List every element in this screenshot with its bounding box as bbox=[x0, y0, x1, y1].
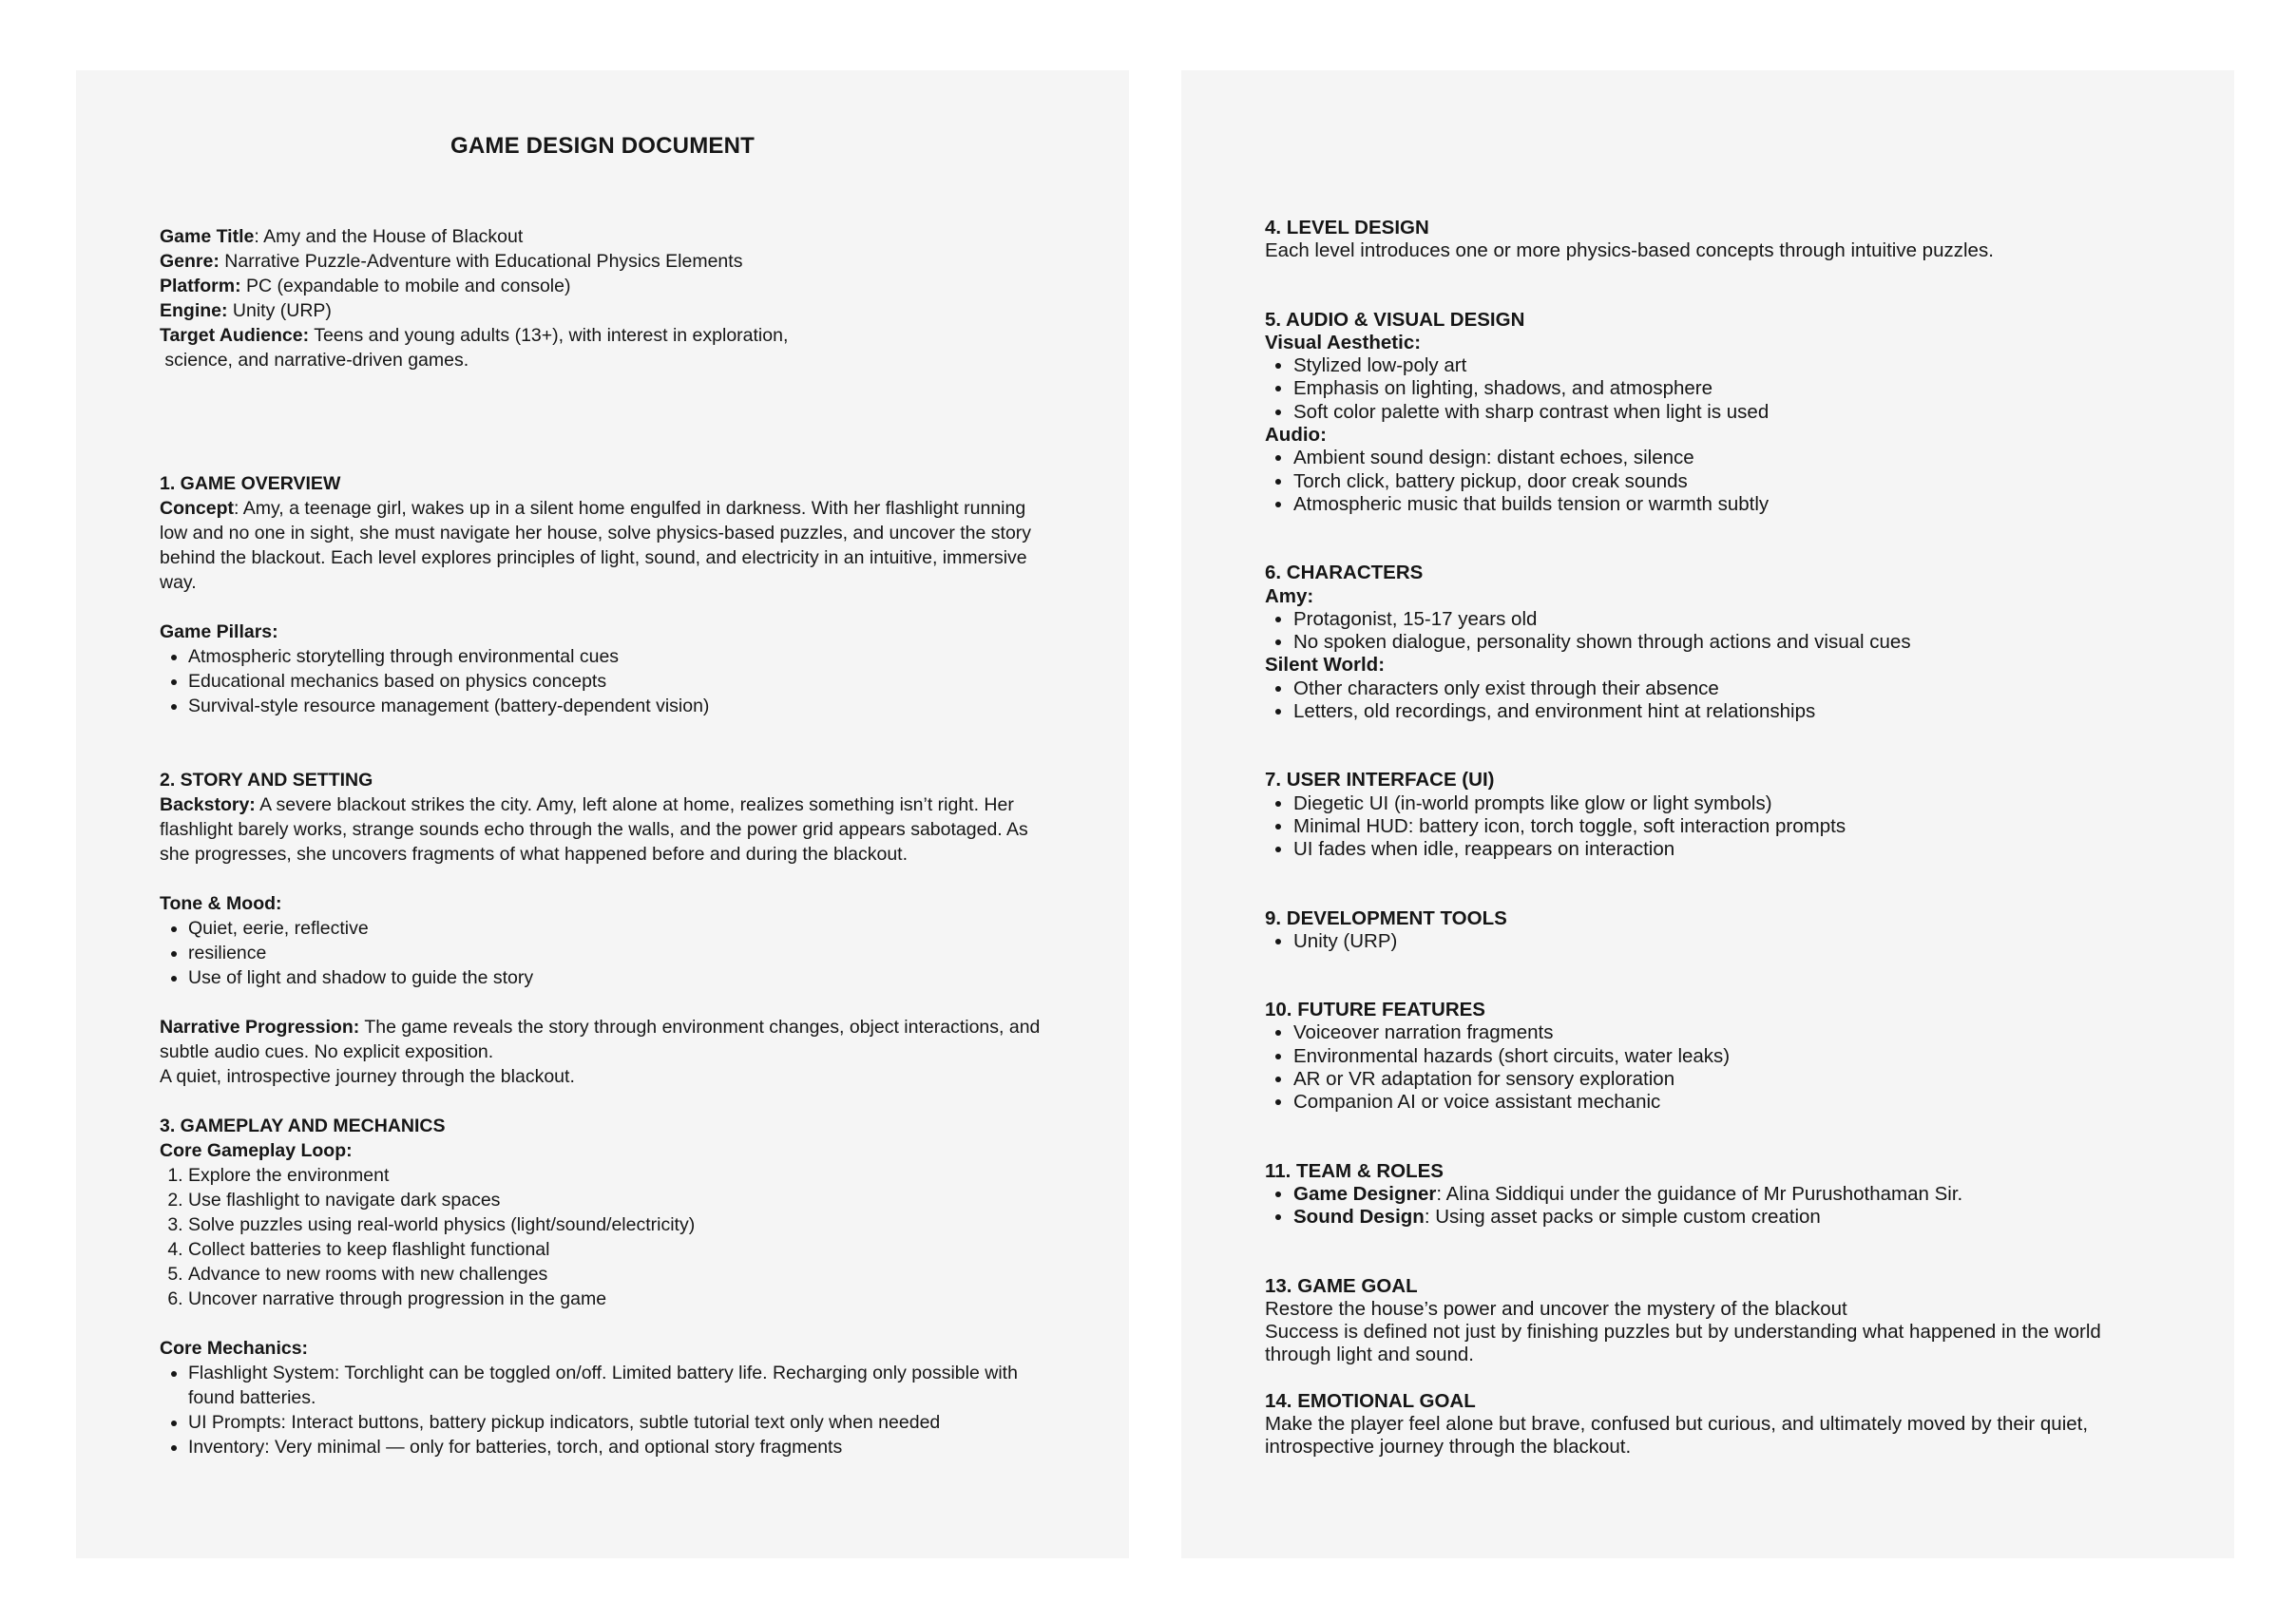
section-heading: 3. GAMEPLAY AND MECHANICS bbox=[160, 1116, 446, 1136]
list-item: 5. Advance to new rooms with new challenges bbox=[188, 1262, 1045, 1287]
list-item: • Companion AI or voice assistant mechanic bbox=[1293, 1091, 2158, 1114]
section-heading: 13. GAME GOAL bbox=[1265, 1274, 1418, 1297]
audio-label: Audio: bbox=[1265, 424, 1327, 447]
list-item: • Game Designer: Alina Siddiqui under the guidance of Mr Purushothaman Sir. bbox=[1293, 1183, 2158, 1206]
section-story-setting bbox=[160, 768, 1045, 1089]
amy-label: Amy: bbox=[1265, 584, 1314, 607]
narrative-paragraph: Narrative Progression: The game reveals the story through environment changes, object interactions, and subtle audio cues. No explicit exposition. bbox=[160, 1017, 1041, 1062]
list-item: 6. Uncover narrative through progression in the game bbox=[188, 1287, 1045, 1311]
list-item: • Atmospheric music that builds tension or warmth subtly bbox=[1293, 493, 2158, 516]
tools-list bbox=[1265, 930, 2158, 953]
loop-label: Core Gameplay Loop: bbox=[160, 1140, 353, 1161]
meta-target-audience: Target Audience: Teens and young adults (13+), with interest in exploration, bbox=[160, 325, 789, 346]
list-item: • Letters, old recordings, and environment hint at relationships bbox=[1293, 700, 2158, 723]
list-item: • UI Prompts: Interact buttons, battery pickup indicators, subtle tutorial text only when needed bbox=[188, 1410, 1045, 1435]
list-item: • Educational mechanics based on physics concepts bbox=[188, 669, 1045, 694]
meta-target-audience-cont: science, and narrative-driven games. bbox=[160, 350, 469, 371]
section-heading: 14. EMOTIONAL GOAL bbox=[1265, 1389, 1476, 1412]
visual-label: Visual Aesthetic: bbox=[1265, 331, 1422, 353]
list-item: • Torch click, battery pickup, door creak sounds bbox=[1293, 470, 2158, 493]
document-title: GAME DESIGN DOCUMENT bbox=[450, 133, 755, 159]
list-item: • Stylized low-poly art bbox=[1293, 354, 2158, 377]
list-item: • Emphasis on lighting, shadows, and atmosphere bbox=[1293, 377, 2158, 400]
meta-platform: Platform: PC (expandable to mobile and console) bbox=[160, 276, 571, 296]
pillars-label: Game Pillars: bbox=[160, 621, 278, 642]
section-heading: 2. STORY AND SETTING bbox=[160, 770, 373, 791]
section-future-features bbox=[1265, 999, 2158, 1114]
list-item: • Ambient sound design: distant echoes, silence bbox=[1293, 447, 2158, 469]
section-heading: 5. AUDIO & VISUAL DESIGN bbox=[1265, 308, 1525, 331]
loop-list bbox=[160, 1163, 1045, 1311]
list-item: • Quiet, eerie, reflective bbox=[188, 916, 1045, 941]
game-metadata bbox=[160, 224, 1045, 372]
list-item: • Environmental hazards (short circuits, water leaks) bbox=[1293, 1045, 2158, 1068]
meta-engine: Engine: Unity (URP) bbox=[160, 300, 332, 321]
mechanics-label: Core Mechanics: bbox=[160, 1338, 309, 1359]
list-item: 3. Solve puzzles using real-world physics (light/sound/electricity) bbox=[188, 1212, 1045, 1237]
section-development-tools bbox=[1265, 907, 2158, 954]
silent-world-label: Silent World: bbox=[1265, 654, 1386, 677]
list-item: • Soft color palette with sharp contrast when light is used bbox=[1293, 401, 2158, 424]
concept-paragraph: Concept: Amy, a teenage girl, wakes up in a silent home engulfed in darkness. With her flashlight running low and no one in sight, she must navigate her house, solve physics-based puzzles, and uncover the story behind the blackout. Each level explores principles of light, sound, and electricity in an intuitive, immersive way. bbox=[160, 498, 1032, 593]
section-emotional-goal bbox=[1265, 1390, 2158, 1459]
level-design-text: Each level introduces one or more physics-based concepts through intuitive puzzles. bbox=[1265, 239, 1994, 262]
list-item: 4. Collect batteries to keep flashlight functional bbox=[188, 1237, 1045, 1262]
document-page-right bbox=[1181, 70, 2234, 1558]
list-item: • Protagonist, 15-17 years old bbox=[1293, 608, 2158, 631]
mechanics-list bbox=[160, 1361, 1045, 1459]
list-item: • Survival-style resource management (battery-dependent vision) bbox=[188, 694, 1045, 718]
narrative-line-2: A quiet, introspective journey through the blackout. bbox=[160, 1066, 575, 1087]
meta-genre: Genre: Narrative Puzzle-Adventure with Educational Physics Elements bbox=[160, 251, 743, 272]
section-heading: 10. FUTURE FEATURES bbox=[1265, 999, 1485, 1021]
section-user-interface bbox=[1265, 769, 2158, 861]
ui-list bbox=[1265, 792, 2158, 862]
visual-list bbox=[1265, 354, 2158, 424]
list-item: • Flashlight System: Torchlight can be toggled on/off. Limited battery life. Recharging only possible with found batteries. bbox=[188, 1361, 1045, 1410]
list-item: • Use of light and shadow to guide the story bbox=[188, 965, 1045, 990]
list-item: • Other characters only exist through their absence bbox=[1293, 677, 2158, 700]
list-item: • Minimal HUD: battery icon, torch toggle, soft interaction prompts bbox=[1293, 815, 2158, 838]
section-heading: 9. DEVELOPMENT TOOLS bbox=[1265, 906, 1507, 929]
section-game-overview bbox=[160, 471, 1045, 718]
silent-world-list bbox=[1265, 677, 2158, 724]
backstory-paragraph: Backstory: A severe blackout strikes the city. Amy, left alone at home, realizes something isn’t right. Her flashlight barely works, strange sounds echo through the walls, and the power grid appears sabotaged. As she progresses, she uncovers fragments of what happened before and during the blackout. bbox=[160, 794, 1028, 865]
list-item: • Sound Design: Using asset packs or simple custom creation bbox=[1293, 1206, 2158, 1229]
section-level-design bbox=[1265, 217, 2158, 263]
section-heading: 1. GAME OVERVIEW bbox=[160, 473, 341, 494]
section-heading: 4. LEVEL DESIGN bbox=[1265, 217, 1429, 238]
roles-list bbox=[1265, 1183, 2158, 1230]
game-goal-line-2: Success is defined not just by finishing puzzles but by understanding what happened in the world through light and sound. bbox=[1265, 1321, 2101, 1366]
list-item: • resilience bbox=[188, 941, 1045, 965]
list-item: • No spoken dialogue, personality shown through actions and visual cues bbox=[1293, 631, 2158, 654]
list-item: • Inventory: Very minimal — only for batteries, torch, and optional story fragments bbox=[188, 1435, 1045, 1459]
list-item: • AR or VR adaptation for sensory exploration bbox=[1293, 1068, 2158, 1091]
list-item: • Unity (URP) bbox=[1293, 930, 2158, 953]
section-heading: 11. TEAM & ROLES bbox=[1265, 1159, 1444, 1182]
list-item: • Diegetic UI (in-world prompts like glow or light symbols) bbox=[1293, 792, 2158, 815]
meta-game-title: Game Title: Amy and the House of Blackout bbox=[160, 226, 524, 247]
section-team-roles bbox=[1265, 1160, 2158, 1230]
amy-list bbox=[1265, 608, 2158, 655]
audio-list bbox=[1265, 447, 2158, 516]
section-audio-visual bbox=[1265, 309, 2158, 517]
game-goal-line-1: Restore the house’s power and uncover the mystery of the blackout bbox=[1265, 1297, 1847, 1320]
list-item: • Atmospheric storytelling through environmental cues bbox=[188, 644, 1045, 669]
emotional-goal-text: Make the player feel alone but brave, confused but curious, and ultimately moved by their quiet, introspective journey through the blackout. bbox=[1265, 1412, 2089, 1459]
section-heading: 7. USER INTERFACE (UI) bbox=[1265, 769, 1495, 791]
tone-label: Tone & Mood: bbox=[160, 893, 282, 914]
list-item: • UI fades when idle, reappears on interaction bbox=[1293, 838, 2158, 861]
section-gameplay-mechanics bbox=[160, 1114, 1045, 1459]
section-characters bbox=[1265, 562, 2158, 723]
document-page-left bbox=[76, 70, 1129, 1558]
section-game-goal bbox=[1265, 1275, 2158, 1367]
tone-list bbox=[160, 916, 1045, 990]
list-item: 1. Explore the environment bbox=[188, 1163, 1045, 1188]
list-item: 2. Use flashlight to navigate dark spaces bbox=[188, 1188, 1045, 1212]
section-heading: 6. CHARACTERS bbox=[1265, 562, 1424, 584]
future-list bbox=[1265, 1021, 2158, 1114]
pillars-list bbox=[160, 644, 1045, 718]
list-item: • Voiceover narration fragments bbox=[1293, 1021, 2158, 1044]
